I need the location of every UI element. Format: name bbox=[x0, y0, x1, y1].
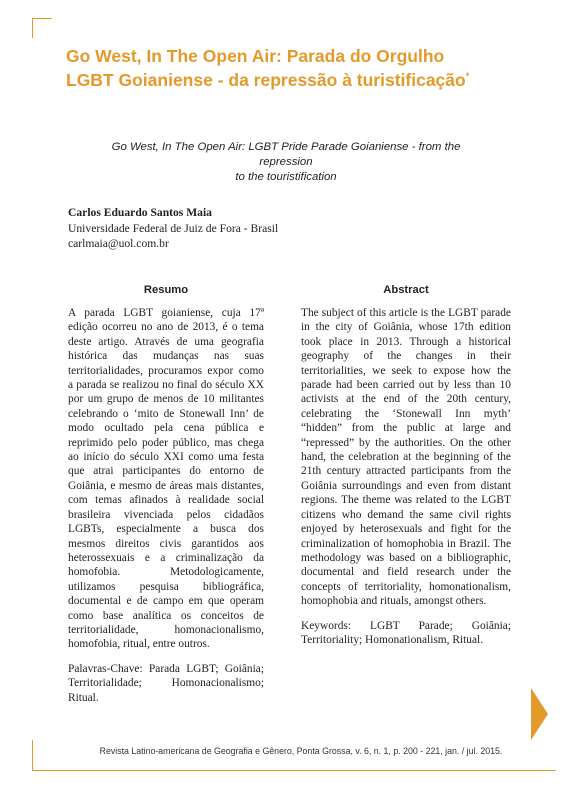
frame-bottom-vertical bbox=[32, 740, 33, 770]
resumo-body: A parada LGBT goianiense, cuja 17ª edição ocorreu no ano de 2013, é o tema deste artigo. Através de uma geografia histórica das mudanças nas suas territorialidades, procuramos expor como a parada se realizou no final do século XX por um grupo de menos de 10 militantes celebrando o ‘mito de Stonewall Inn’ de modo ocultado pela cena pública e reprimido pelo poder público, mas chega ao início do século XXI como uma festa que atrai participantes do entorno de Goiânia, e mesmo de áreas mais distantes, com temas afinados à realidade social brasileira vivenciada pelos cidadãos LGBTs, especialmente a busca dos mesmos direitos civis garantidos aos heterossexuais e a criminalização da homofobia. Metodologicamente, utilizamos pesquisa bibliográfica, documental e de campo em que operam como base analítica os conceitos de territorialidade, homonacionalismo, homofobia, ritual, entre outros. bbox=[68, 307, 264, 651]
journal-footer: Revista Latino-americana de Geografia e Gênero, Ponta Grossa, v. 6, n. 1, p. 200 - 221, jan. / jul. 2015. bbox=[99, 746, 503, 756]
play-arrow-icon bbox=[531, 688, 548, 740]
footer-rule bbox=[32, 770, 556, 771]
abstract-keywords: Keywords: LGBT Parade; Goiânia; Territoriality; Homonationalism, Ritual. bbox=[301, 619, 511, 646]
resumo-column bbox=[68, 306, 264, 715]
subtitle-line-2: to the touristification bbox=[235, 171, 337, 183]
subtitle-line-1: Go West, In The Open Air: LGBT Pride Parade Goianiense - from the repression bbox=[111, 141, 461, 168]
title-line-1: Go West, In The Open Air: Parada do Orgulho bbox=[66, 46, 445, 66]
author-affiliation: Universidade Federal de Juiz de Fora - Brasil bbox=[68, 221, 279, 235]
resumo-heading: Resumo bbox=[143, 284, 189, 296]
frame-corner-top-horizontal bbox=[32, 18, 52, 19]
abstract-heading: Abstract bbox=[383, 284, 429, 296]
article-subtitle bbox=[86, 140, 486, 185]
title-footnote-mark: * bbox=[465, 71, 470, 82]
title-line-2: LGBT Goianiense - da repressão à turistificação bbox=[66, 70, 466, 90]
frame-corner-top-vertical bbox=[32, 18, 33, 38]
author-name: Carlos Eduardo Santos Maia bbox=[68, 206, 212, 219]
author-email[interactable]: carlmaia@uol.com.br bbox=[68, 237, 169, 250]
abstract-column bbox=[301, 306, 511, 657]
author-block bbox=[68, 205, 278, 252]
article-title bbox=[66, 44, 536, 92]
abstract-body: The subject of this article is the LGBT parade in the city of Goiânia, whose 17th edition took place in 2013. Through a historical geography of the changes in their territorialities, we seek to expose how the parade had been carried out by less than 10 activists at the end of the 20th century, celebrating the ‘Stonewall Inn myth’ “hidden” from the public at large and “repressed” by the authorities. On the other hand, the celebration at the beginning of the 21th century attracted participants from the Goiânia surroundings and even from distant regions. The theme was related to the LGBT citizens who demand the same civil rights enjoyed by heterosexuals and fight for the criminalization of homophobia in Brazil. The methodology was based on a bibliographic, documental and field research under the concepts of territoriality, homonationalism, homophobia and rituals, amongst others. bbox=[301, 307, 511, 608]
resumo-keywords: Palavras-Chave: Parada LGBT; Goiânia; Territorialidade; Homonacionalismo; Ritual. bbox=[68, 662, 264, 704]
